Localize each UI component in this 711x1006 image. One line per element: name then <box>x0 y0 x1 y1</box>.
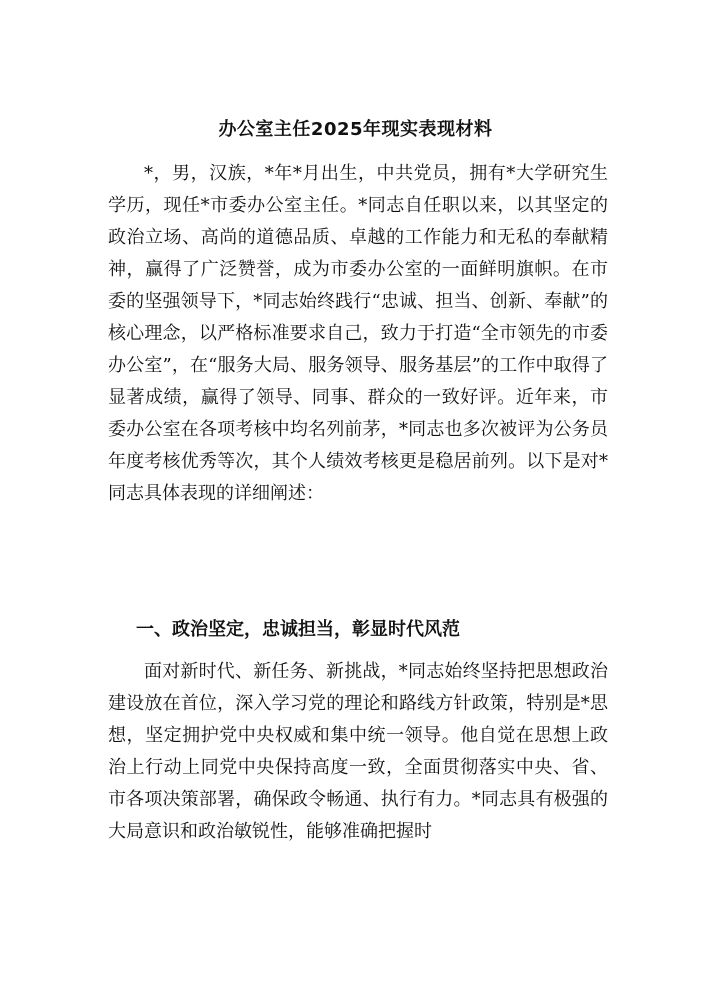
section-heading-1: 一、政治坚定，忠诚担当，彰显时代风范 <box>136 619 460 640</box>
section-1-paragraph: 面对新时代、新任务、新挑战，*同志始终坚持把思想政治建设放在首位，深入学习党的理论和路线方针政策，特别是*思想，坚定拥护党中央权威和集中统一领导。他自觉在思想上政治上行动上同党中央保持高度一致，全面贯彻落实中央、省、市各项决策部署，确保政令畅通、执行有力。*同志具有极强的大局意识和政治敏锐性，能够准确把握时 <box>108 661 608 842</box>
document-title: 办公室主任2025年现实表现材料 <box>218 119 493 140</box>
intro-paragraph: *，男，汉族，*年*月出生，中共党员，拥有*大学研究生学历，现任*市委办公室主任。*同志自任职以来，以其坚定的政治立场、高尚的道德品质、卓越的工作能力和无私的奉献精神，赢得了广泛赞誉，成为市委办公室的一面鲜明旗帜。在市委的坚强领导下，*同志始终践行“忠诚、担当、创新、奉献”的核心理念，以严格标准要求自己，致力于打造“全市领先的市委办公室”，在“服务大局、服务领导、服务基层”的工作中取得了显著成绩，赢得了领导、同事、群众的一致好评。近年来，市委办公室在各项考核中均名列前茅，*同志也多次被评为公务员年度考核优秀等次，其个人绩效考核更是稳居前列。以下是对*同志具体表现的详细阐述： <box>108 163 608 504</box>
